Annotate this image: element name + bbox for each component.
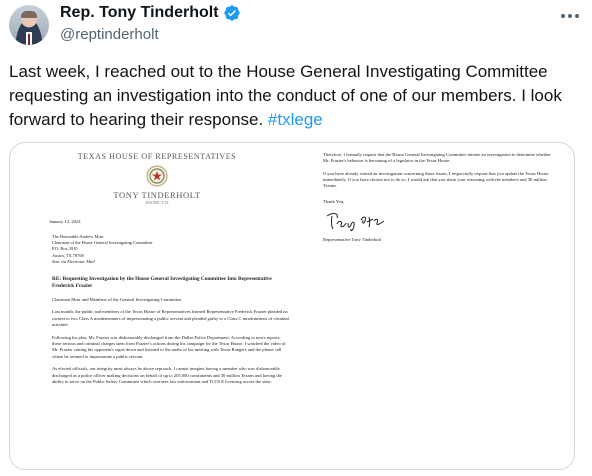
address-line: Chairman of the House General Investigating Committee — [52, 240, 153, 246]
tweet-text — [9, 60, 584, 132]
letter-date: January 12, 2024 — [49, 219, 81, 224]
letter-right-column — [323, 152, 553, 242]
attached-image[interactable] — [9, 142, 575, 470]
address-line: Austin, TX 78768 — [52, 252, 84, 258]
letter-left-column — [43, 152, 293, 385]
letter-subject: RE: Requesting Investigation by the House General Investigating Committee Into Representative Frederick Frazier — [52, 276, 272, 290]
texas-seal-icon — [146, 165, 168, 187]
more-options-icon[interactable] — [558, 8, 582, 24]
letter-salutation: Chairman Murr and Members of the General Investigating Committee, — [52, 297, 183, 303]
letter-address — [52, 234, 232, 265]
author-avatar[interactable] — [9, 5, 49, 45]
avatar-hair — [21, 11, 37, 18]
author-name-row — [60, 4, 241, 22]
letter-document — [11, 144, 573, 468]
handwritten-signature — [323, 208, 387, 234]
letter-signer: Representative Tony Tinderholt — [323, 237, 382, 243]
letter-paragraph: Following his plea, Mr. Frazier was dishonorably discharged from the Dallas Police Department. According to news reports, these serious and criminal charges stem from Frazier's actions during his campaign for the Texas House. I watched the video of Mr. Frazier cutting his opponent's signs down and listened to the audio of his meeting with Texas Rangers and the phone call where he seemed to impersonate a public servant. — [52, 334, 286, 359]
author-display-name[interactable]: Rep. Tony Tinderholt — [60, 4, 219, 21]
hashtag-link[interactable]: #txlege — [267, 110, 323, 129]
letterhead-district: DISTRICT 94 — [145, 200, 169, 205]
letter-paragraph: Last month, the public and members of the Texas House of Representatives learned Representative Frederick Frazier pleaded no contest to two Class A misdemeanors of impersonating a public servant and pleaded guilty to a Class C misdemeanor of criminal mischief. — [52, 309, 289, 328]
author-handle[interactable]: @reptinderholt — [60, 26, 159, 43]
more-dot — [575, 14, 579, 18]
letterhead-name: TONY TINDERHOLT — [113, 190, 201, 200]
letter-paragraph: Therefore, I formally request that the House General Investigating Committee initiate an investigation to determine whether Mr. Frazier's behavior is becoming of a legislator in the Texas House. — [323, 152, 551, 164]
more-dot — [561, 14, 565, 18]
letterhead-house: TEXAS HOUSE OF REPRESENTATIVES — [77, 152, 237, 161]
avatar-tie — [28, 34, 30, 45]
address-line: The Honorable Andrew Murr — [52, 234, 104, 239]
letter-paragraph: As elected officials, our integrity must always be above reproach. I cannot imagine having a member who was dishonorably discharged as a police officer making decisions on behalf of up to 205,000 constituents and 30 million Texans and having the ability to serve on the Public Safety Committee which oversees law enforcement and TCOLE licensing across the state. — [52, 366, 282, 385]
letter-closing: Thank You, — [323, 199, 345, 205]
more-dot — [568, 14, 572, 18]
verified-badge-icon — [223, 4, 241, 22]
address-line: Sent via Electronic Mail — [52, 258, 95, 264]
address-line: P.O. Box 2910 — [52, 246, 78, 252]
tweet-body: Last week, I reached out to the House General Investigating Committee requesting an investigation into the conduct of one of our members. I look forward to hearing their response. — [9, 62, 562, 129]
letter-paragraph: If you have already started an investigation concerning these issues, I respectfully request that you update the Texas House immediately. If you have chosen not to do so, I would ask that you share your reasoning with the members and 30 million Texans. — [323, 170, 549, 189]
